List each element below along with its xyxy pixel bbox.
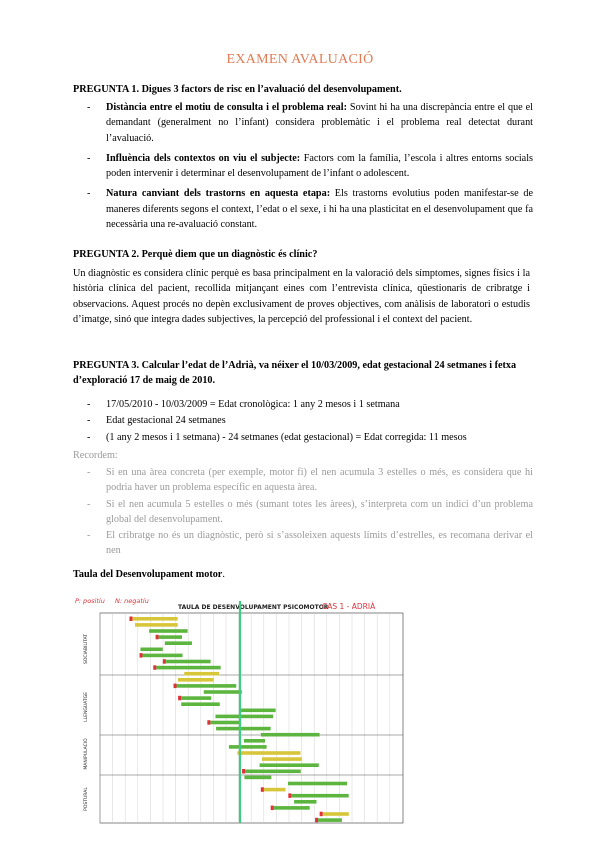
- milestone-bar: [288, 782, 347, 786]
- milestone-bar: [166, 660, 211, 664]
- row-label-language: LLENGUATGE: [84, 692, 89, 722]
- item-term: Distància entre el motiu de consulta i el problema real:: [106, 102, 347, 113]
- milestone-bar: [274, 806, 310, 810]
- milestone-bar: [237, 751, 300, 755]
- milestone-bar: [181, 696, 211, 700]
- milestone-bar: [241, 709, 276, 713]
- item-text: 17/05/2010 - 10/03/2009 = Edat cronològica: 1 any 2 mesos i 1 setmana: [106, 399, 400, 410]
- table-caption: [73, 569, 225, 580]
- item-text: Factors com la família, l’escola i altres entorns socials poden intervenir i determinar el desenvolupament de l’infant o adolescent.: [106, 152, 533, 180]
- milestone-bar: [215, 715, 273, 719]
- milestone-bar: [260, 763, 319, 767]
- milestone-bar: [177, 684, 237, 688]
- legend-negative: N: negatiu: [115, 597, 149, 605]
- list-item: - (1 any 2 mesos i 1 setmana) - 24 setmanes (edat gestacional) = Edat corregida: 11 mesos: [87, 431, 467, 443]
- milestone-bar: [143, 654, 183, 658]
- list-item: - El cribratge no és un diagnòstic, però si s’assoleixen aquests límits d’estrelles, es recomana derivar el nen: [87, 530, 533, 557]
- result-mark: [129, 617, 132, 622]
- result-mark: [178, 696, 181, 701]
- item-term: Natura canviant dels trastorns en aquesta etapa:: [106, 188, 331, 200]
- milestone-bar: [261, 733, 320, 737]
- item-text: (1 any 2 mesos i 1 setmana) - 24 setmanes (edat gestacional) = Edat corregida: 11 mesos: [106, 431, 467, 443]
- row-label-sociability: SOCIABILITAT: [84, 633, 89, 665]
- result-mark: [261, 787, 264, 792]
- list-item: - 17/05/2010 - 10/03/2009 = Edat cronològica: 1 any 2 mesos i 1 setmana: [87, 399, 400, 410]
- row-label-manipulation: MANIPULACIÓ: [84, 738, 89, 770]
- milestone-bar: [132, 617, 177, 621]
- milestone-bar: [156, 666, 220, 670]
- milestone-bar: [204, 690, 242, 694]
- result-mark: [288, 793, 291, 798]
- milestone-bar: [149, 629, 187, 633]
- item-text: Sovint hi ha una discrepància entre el que el demandant (generalment no l’infant) considera problemàtic i el problema real detectat durant l’avaluació.: [106, 102, 533, 144]
- milestone-bar: [135, 623, 178, 627]
- result-mark: [207, 720, 210, 725]
- question-1-heading: PREGUNTA 1. Digues 3 factors de risc en l’avaluació del desenvolupament.: [73, 84, 402, 95]
- table-caption-text: Taula del Desenvolupament motor: [73, 569, 223, 580]
- list-item: - Si en una àrea concreta (per exemple, motor fi) el nen acumula 3 estelles o més, es considera que hi podria haver un problema específic en aquesta àrea.: [87, 467, 533, 494]
- milestone-bar: [245, 770, 301, 774]
- list-item: - Si el nen acumula 5 estelles o més (sumant totes les àrees), s’interpreta com un indici d’un problema global del desenvolupament.: [87, 498, 533, 525]
- milestone-bar: [264, 788, 286, 792]
- reminder-label: Recordem:: [73, 450, 118, 461]
- milestone-bar: [244, 739, 265, 743]
- result-mark: [174, 684, 177, 689]
- chart-title: TAULA DE DESENVOLUPAMENT PSICOMOTOR: [178, 604, 329, 611]
- list-item: - Influència dels contextos on viu el subjecte: Factors com la família, l’escola i altres entorns socials poden intervenir i determinar el desenvolupament de l’infant o adolescent.: [87, 152, 533, 180]
- item-text: Si en una àrea concreta (per exemple, motor fi) el nen acumula 3 estelles o més, es considera que hi podria haver un problema específic en aquesta àrea.: [106, 467, 533, 494]
- case-label: CAS 1 - ADRIÀ: [322, 602, 376, 611]
- milestone-bar: [165, 641, 192, 645]
- item-text: Si el nen acumula 5 estelles o més (sumant totes les àrees), s’interpreta com un indici d’un problema global del desenvolupament.: [106, 498, 533, 525]
- milestone-bar: [229, 745, 267, 749]
- question-3-list: [73, 397, 533, 446]
- result-mark: [271, 806, 274, 811]
- question-3-heading: PREGUNTA 3. Calcular l’edat de l’Adrià, va néixer el 10/03/2009, edat gestacional 24 setmanes i fetxa d’exploració 17 de maig de 2010.: [73, 360, 517, 386]
- list-item: - Edat gestacional 24 setmanes: [87, 415, 226, 427]
- item-text: Els trastorns evolutius poden manifestar-se de maneres diferents segons el context, l’edat o el sexe, i hi ha una plasticitat en el desenvolupament que fa necessària una re-avaluació constant.: [106, 188, 533, 231]
- milestone-bar: [184, 672, 219, 676]
- result-mark: [242, 769, 245, 774]
- legend-positive: P: positiu: [75, 597, 105, 605]
- question-2-heading: PREGUNTA 2. Perquè diem que un diagnòstic és clínic?: [73, 249, 318, 260]
- milestone-bar: [159, 635, 182, 639]
- milestone-bar: [181, 702, 220, 706]
- milestone-bar: [291, 794, 348, 798]
- list-item: - Natura canviant dels trastorns en aquesta etapa: Els trastorns evolutius poden manifestar-se de maneres diferents segons el context, l’edat o el sexe, i hi ha una plasticitat en el desenvolupament que fa necessària una re-avaluació constant.: [87, 188, 533, 231]
- milestone-bar: [323, 812, 349, 816]
- row-label-postural: POSTURAL: [84, 787, 89, 811]
- milestone-bar: [294, 800, 316, 804]
- reminder-list: [73, 465, 533, 560]
- item-text: El cribratge no és un diagnòstic, però si s’assoleixen aquests límits d’estrelles, es recomana derivar el nen: [106, 530, 533, 557]
- table-caption-period: .: [222, 569, 225, 580]
- item-text: Edat gestacional 24 setmanes: [106, 415, 226, 427]
- result-mark: [320, 812, 323, 817]
- milestone-bar: [140, 648, 162, 652]
- result-mark: [315, 818, 318, 823]
- result-mark: [156, 635, 159, 640]
- milestone-bar: [216, 727, 270, 731]
- milestone-bar: [244, 776, 271, 780]
- result-mark: [163, 659, 166, 664]
- page-title: EXAMEN AVALUACIÓ: [226, 52, 374, 67]
- milestone-bar: [318, 818, 342, 822]
- development-table-image: [73, 589, 406, 826]
- milestone-bar: [178, 678, 214, 682]
- result-mark: [153, 665, 156, 670]
- list-item: - Distància entre el motiu de consulta i el problema real: Sovint hi ha una discrepància entre el que el demandant (generalment no l’infant) considera problemàtic i el problema real detectat durant l’avaluació.: [87, 102, 533, 144]
- milestone-bar: [262, 757, 302, 761]
- question-2-answer: Un diagnòstic es considera clínic perquè es basa principalment en la valoració dels símptomes, signes físics i la història clínica del pacient, recollida mitjançant eines com l’entrevista clínica, qüestionaris de cribratge i observacions. Aquest procés no depèn exclusivament de proves objectives, com anàlisis de laboratori o estudis d’imatge, sinó que integra dades subjectives, la percepció del professional i el context del pacient.: [73, 268, 530, 325]
- question-1-list: [73, 100, 533, 237]
- result-mark: [140, 653, 143, 658]
- milestone-bar: [210, 721, 241, 725]
- item-term: Influència dels contextos on viu el subjecte:: [106, 152, 301, 164]
